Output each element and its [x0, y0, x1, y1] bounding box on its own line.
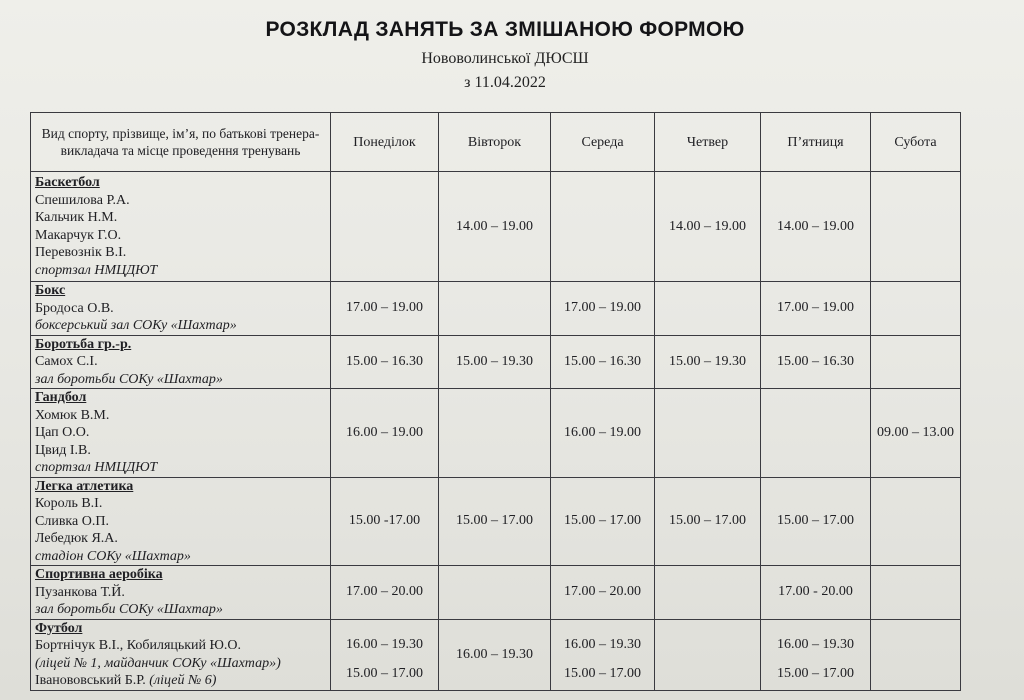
time-cell-saturday [871, 282, 961, 336]
sport-name: Легка атлетика [35, 478, 134, 494]
trainer-name: Макарчук Г.О. [35, 227, 122, 243]
time-cell-friday: 14.00 – 19.00 [761, 172, 871, 282]
time-cell-saturday [871, 619, 961, 690]
time-cell-monday: 17.00 – 19.00 [331, 282, 439, 336]
sport-name: Бокс [35, 283, 66, 298]
time-slot: 15.00 – 17.00 [346, 665, 423, 681]
trainer-line [35, 672, 326, 690]
trainer-name: Хомюк В.М. [35, 407, 110, 423]
sport-name: Гандбол [35, 390, 87, 405]
column-header-saturday: Субота [871, 113, 961, 172]
time-cell-saturday [871, 172, 961, 282]
time-cell-monday: 15.00 -17.00 [331, 477, 439, 566]
schedule-row [31, 389, 961, 478]
time-cell-saturday [871, 335, 961, 389]
trainer-name: Бортнічук В.І., Кобиляцький Ю.О. [35, 638, 242, 653]
venue-name: зал боротьби СОКу «Шахтар» [35, 371, 223, 387]
schedule-row [31, 619, 961, 690]
column-header-sport: Вид спорту, прізвище, ім’я, по батькові тренера-викладача та місце проведення тренувань [31, 113, 331, 172]
sport-name: Баскетбол [35, 175, 100, 190]
time-cell-thursday [655, 619, 761, 690]
schedule-row [31, 477, 961, 566]
venue-name: стадіон СОКу «Шахтар» [35, 548, 191, 564]
venue-name: спортзал НМЦДЮТ [35, 262, 158, 278]
time-cell-friday [761, 389, 871, 478]
time-cell-thursday: 15.00 – 17.00 [655, 477, 761, 566]
time-cell-saturday [871, 477, 961, 566]
time-cell-thursday: 14.00 – 19.00 [655, 172, 761, 282]
time-cell-thursday [655, 566, 761, 620]
document-title: РОЗКЛАД ЗАНЯТЬ ЗА ЗМІШАНОЮ ФОРМОЮ [265, 18, 745, 41]
time-cell-monday: 15.00 – 16.30 [331, 335, 439, 389]
time-cell-tuesday: 15.00 – 19.30 [439, 335, 551, 389]
time-slot: 16.00 – 19.30 [456, 647, 533, 662]
schedule-row [31, 172, 961, 282]
column-header-monday: Понеділок [331, 113, 439, 172]
trainer-name: Перевознік В.І. [35, 245, 127, 260]
time-cell-monday [331, 172, 439, 282]
time-cell-wednesday [551, 172, 655, 282]
time-cell-friday: 17.00 - 20.00 [761, 566, 871, 620]
trainer-name: Король В.І. [35, 496, 103, 511]
schedule-table [30, 112, 961, 691]
time-slot: 16.00 – 19.30 [564, 636, 641, 652]
time-cell-friday: 15.00 – 16.30 [761, 335, 871, 389]
time-slot: 15.00 – 17.00 [564, 665, 641, 681]
sport-info-cell [31, 566, 331, 620]
venue-name: спортзал НМЦДЮТ [35, 460, 158, 475]
trainer-name: Пузанкова Т.Й. [35, 584, 125, 600]
venue-name: боксерський зал СОКу «Шахтар» [35, 318, 237, 333]
time-cell-wednesday: 17.00 – 20.00 [551, 566, 655, 620]
sport-name: Футбол [35, 620, 83, 636]
schedule-row [31, 566, 961, 620]
column-header-friday: П’ятниця [761, 113, 871, 172]
time-cell-wednesday: 16.00 – 19.00 [551, 389, 655, 478]
header-row [31, 113, 961, 172]
time-slot: 16.00 – 19.30 [777, 636, 854, 652]
time-cell-friday: 15.00 – 17.00 [761, 477, 871, 566]
time-cell-tuesday: 14.00 – 19.00 [439, 172, 551, 282]
time-cell-tuesday [439, 619, 551, 690]
trainer-name: Цвид І.В. [35, 442, 91, 458]
column-header-tuesday: Вівторок [439, 113, 551, 172]
time-cell-saturday [871, 566, 961, 620]
venue-name: зал боротьби СОКу «Шахтар» [35, 602, 223, 617]
trainer-name: Цап О.О. [35, 425, 90, 440]
sport-info-cell [31, 282, 331, 336]
trainer-name: Лебедюк Я.А. [35, 531, 118, 546]
time-cell-tuesday [439, 566, 551, 620]
column-header-thursday: Четвер [655, 113, 761, 172]
trainer-name: Сливка О.П. [35, 513, 109, 529]
sport-name: Боротьба гр.-р. [35, 336, 132, 352]
sport-info-cell [31, 172, 331, 282]
sport-info-cell [31, 477, 331, 566]
time-cell-friday: 17.00 – 19.00 [761, 282, 871, 336]
trainer-name: Іванововський Б.Р. [35, 673, 146, 688]
effective-date: з 11.04.2022 [464, 74, 546, 91]
time-cell-tuesday [439, 389, 551, 478]
time-cell-wednesday [551, 619, 655, 690]
trainer-name: Кальчик Н.М. [35, 210, 118, 225]
venue-name: (ліцей № 1, майданчик СОКу «Шахтар») [35, 655, 281, 671]
time-cell-thursday [655, 282, 761, 336]
time-cell-friday [761, 619, 871, 690]
trainer-name: Самох С.І. [35, 354, 98, 369]
sport-info-cell [31, 335, 331, 389]
trainer-name: Бродоса О.В. [35, 300, 114, 316]
time-cell-tuesday [439, 282, 551, 336]
time-cell-wednesday: 15.00 – 17.00 [551, 477, 655, 566]
time-cell-saturday: 09.00 – 13.00 [871, 389, 961, 478]
time-slot: 15.00 – 17.00 [777, 665, 854, 681]
schedule-row [31, 282, 961, 336]
column-header-wednesday: Середа [551, 113, 655, 172]
sport-info-cell [31, 389, 331, 478]
time-cell-monday [331, 619, 439, 690]
venue-name: (ліцей № 6) [149, 673, 217, 688]
schedule-row [31, 335, 961, 389]
time-cell-wednesday: 17.00 – 19.00 [551, 282, 655, 336]
time-cell-tuesday: 15.00 – 17.00 [439, 477, 551, 566]
sport-name: Спортивна аеробіка [35, 567, 163, 582]
sport-info-cell [31, 619, 331, 690]
time-cell-monday: 17.00 – 20.00 [331, 566, 439, 620]
time-cell-thursday [655, 389, 761, 478]
schedule-body [31, 172, 961, 691]
time-cell-thursday: 15.00 – 19.30 [655, 335, 761, 389]
time-slot: 16.00 – 19.30 [346, 636, 423, 652]
time-cell-monday: 16.00 – 19.00 [331, 389, 439, 478]
trainer-name: Спешилова Р.А. [35, 192, 130, 208]
time-cell-wednesday: 15.00 – 16.30 [551, 335, 655, 389]
organization-name: Нововолинської ДЮСШ [421, 50, 589, 67]
